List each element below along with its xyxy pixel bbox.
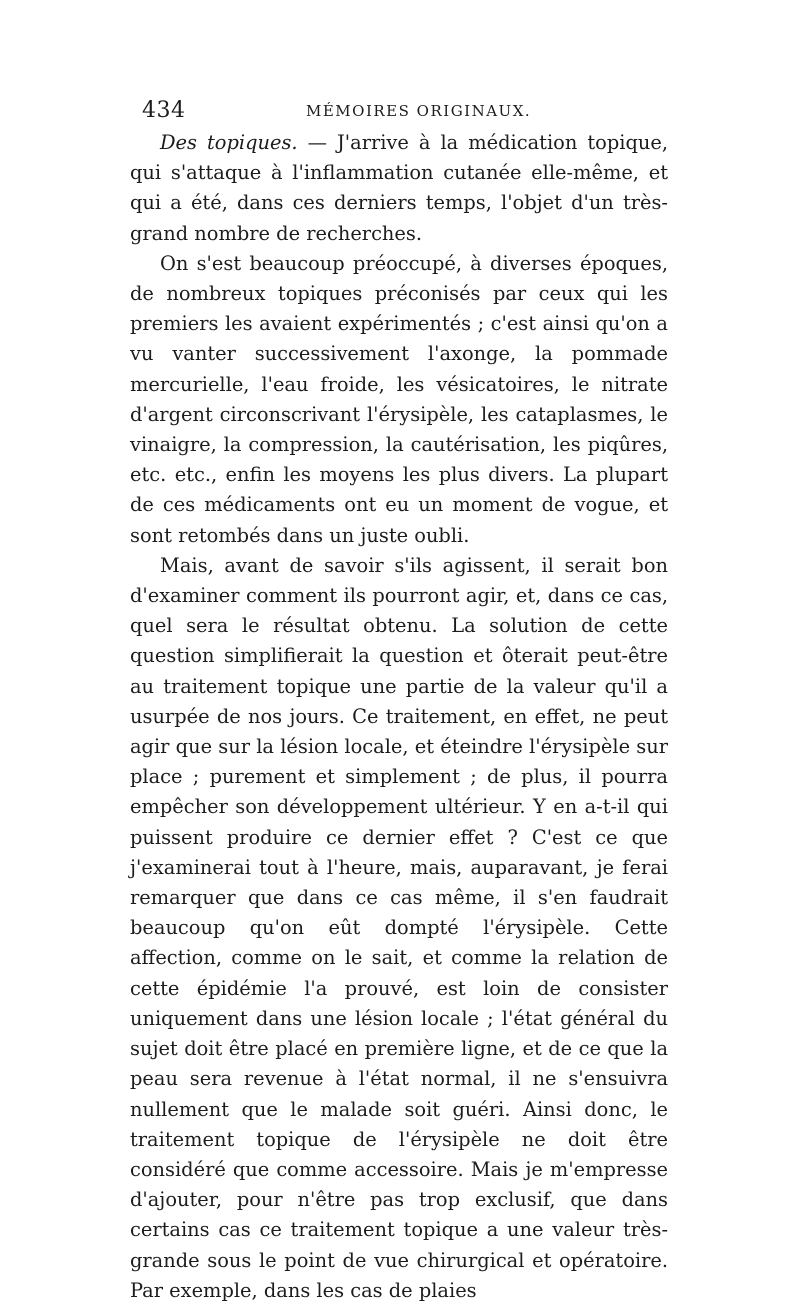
paragraph-3: Mais, avant de savoir s'ils agissent, il serait bon d'examiner comment ils pourront agir, et, dans ce cas, quel sera le résultat obtenu. La solution de cette question simplifierait la question et ôterait peut-être au traitement topique une partie de la valeur qu'il a usurpée de nos jours. Ce traitement, en effet, ne peut agir que sur la lésion locale, et éteindre l'érysipèle sur place ; purement et simplement ; de plus, il pourra empêcher son développement ultérieur. Y en a-t-il qui puissent produire ce dernier effet ? C'est ce que j'examinerai tout à l'heure, mais, auparavant, je ferai remarquer que dans ce cas même, il s'en faudrait beaucoup qu'on eût dompté l'érysipèle. Cette affection, comme on le sait, et comme la relation de cette épidémie l'a prouvé, est loin de consister uniquement dans une lésion locale ; l'état général du sujet doit être placé en première ligne, et de ce que la peau sera revenue à l'état normal, il ne s'ensuivra nullement que le malade soit guéri. Ainsi donc, le traitement topique de l'érysipèle ne doit être considéré que comme accessoire. Mais je m'empresse d'ajouter, pour n'être pas trop exclusif, que dans certains cas ce traitement topique a une valeur très-grande sous le point de vue chirurgical et opératoire. Par exemple, dans les cas de plaies [130,553,668,1302]
book-page [130,94,668,1306]
body-text [130,128,668,1306]
section-heading: Des topiques. [160,131,298,154]
page-number: 434 [142,98,186,123]
running-head [130,94,668,128]
paragraph-2: On s'est beaucoup préoccupé, à diverses époques, de nombreux topiques préconisés par ceux qui les premiers les avaient expérimentés ; c'est ainsi qu'on a vu vanter successivement l'axonge, la pommade mercurielle, l'eau froide, les vésicatoires, le nitrate d'argent circonscrivant l'érysipèle, les cataplasmes, le vinaigre, la compression, la cautérisation, les piqûres, etc. etc., enfin les moyens les plus divers. La plupart de ces médicaments ont eu un moment de vogue, et sont retombés dans un juste oubli. [130,251,668,547]
paragraph-1-text: — J'arrive à la médication topique, qui s'attaque à l'inflammation cutanée elle-même, et qui a été, dans ces derniers temps, l'objet d'un très-grand nombre de recherches. [130,131,668,245]
paragraph-1 [130,128,668,249]
running-title: MÉMOIRES ORIGINAUX. [306,102,532,120]
